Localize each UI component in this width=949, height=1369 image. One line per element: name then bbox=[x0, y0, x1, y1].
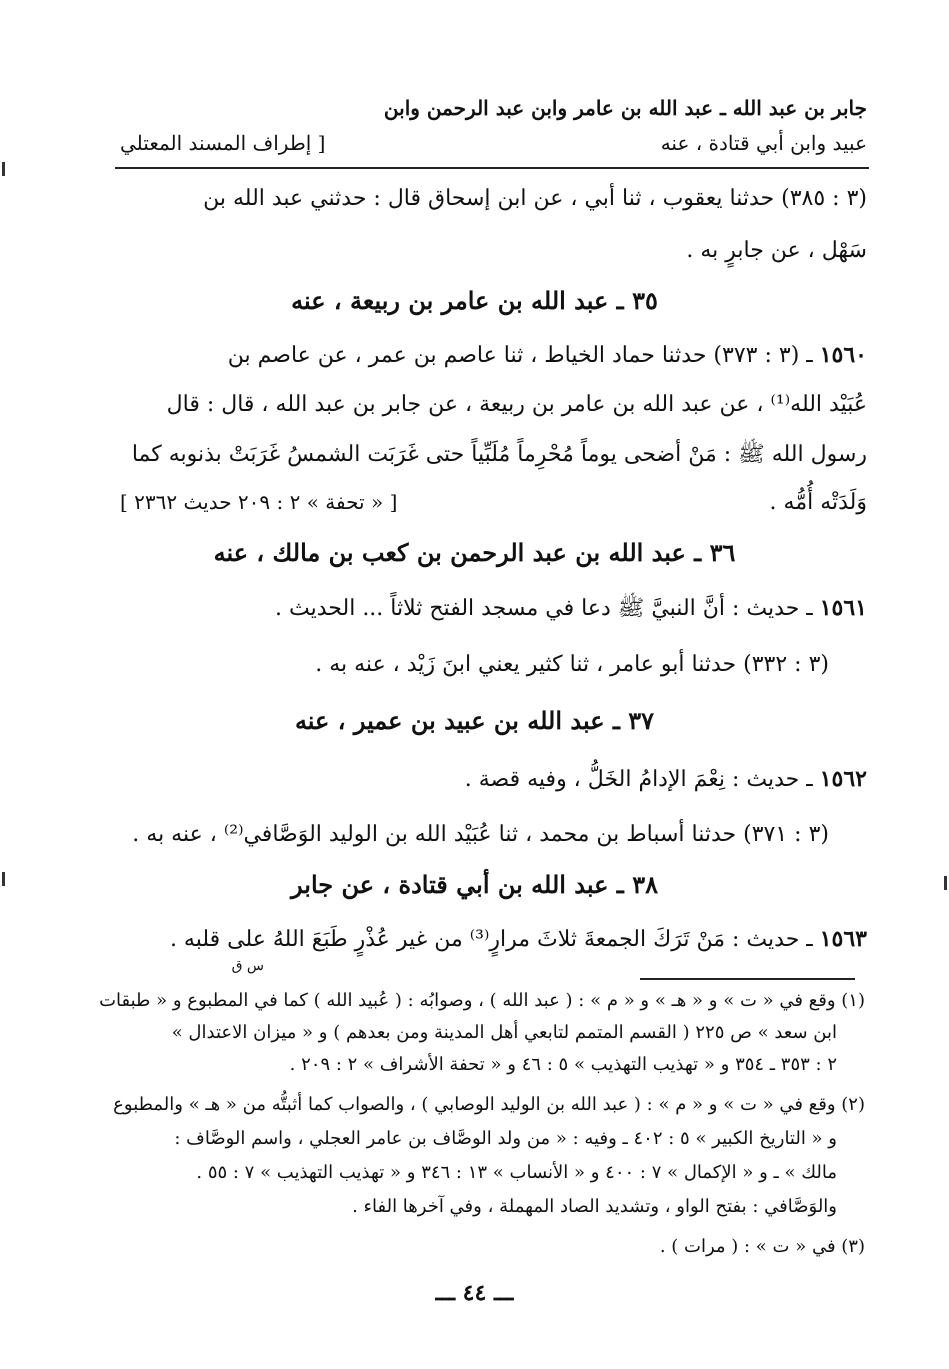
scan-edge-mark bbox=[2, 162, 5, 176]
footnote-separator bbox=[640, 978, 855, 980]
footnote-1-cont: ٢ : ٣٥٣ ـ ٣٥٤ و « تهذيب التهذيب » ٥ : ٤٦ و « تحفة الأشراف » ٢ : ٢٠٩ . bbox=[289, 1054, 837, 1075]
hadith-1560-line bbox=[228, 342, 867, 368]
text-line: (٣ : ٣٧١) حدثنا أسباط بن محمد ، ثنا عُبَيْد الله بن الوليد الوَصَّافي⁽²⁾ ، عنه به . bbox=[132, 822, 829, 847]
footnote-2: (٢) وقع في « ت » و « م » : ( عبد الله بن الوليد الوصابي ) ، والصواب كما أثبتُّه من « هـ » والمطبوع bbox=[113, 1094, 865, 1115]
section-heading-36: ٣٦ ـ عبد الله بن عبد الرحمن بن كعب بن مالك ، عنه bbox=[213, 538, 736, 567]
hadith-number: ١٥٦٣ bbox=[819, 926, 867, 952]
header-rule bbox=[115, 167, 869, 169]
scan-edge-mark bbox=[944, 876, 947, 890]
hadith-number: ١٥٦٢ bbox=[819, 766, 867, 792]
footnote-1: (١) وقع في « ت » و « هـ » و « م » : ( عبد الله ) ، وصوابُه : ( عُبيد الله ) كما في المطبوع و « طبقات bbox=[99, 990, 865, 1011]
hadith-1562-line bbox=[465, 766, 867, 792]
text-line: سَهْل ، عن جابرٍ به . bbox=[686, 238, 867, 263]
hadith-text: ـ حديث : أنَّ النبيَّ ﷺ دعا في مسجد الفتح ثلاثاً ... الحديث . bbox=[275, 596, 813, 621]
text-line: رسول الله ﷺ : مَنْ أضحى يوماً مُحْرِماً مُلَبِّياً حتى غَرَبَت الشمسُ غَرَبَتْ بذنوبه كما bbox=[131, 442, 867, 467]
section-heading-37: ٣٧ ـ عبد الله بن عبيد بن عمير ، عنه bbox=[294, 706, 655, 735]
text-line: (٣ : ٣٣٢) حدثنا أبو عامر ، ثنا كثير يعني ابنَ زَيْد ، عنه به . bbox=[315, 652, 829, 677]
tuhfa-reference: [ « تحفة » ٢ : ٢٠٩ حديث ٢٣٦٢ ] bbox=[120, 490, 398, 514]
hadith-text: ـ (٣ : ٣٧٣) حدثنا حماد الخياط ، ثنا عاصم بن عمر ، عن عاصم بن bbox=[227, 343, 813, 368]
footnote-2-cont: و « التاريخ الكبير » ٥ : ٤٠٢ ـ وفيه : « من ولد الوصَّاف بن عامر العجلي ، واسم الوصَّاف : bbox=[174, 1128, 837, 1149]
section-heading-35: ٣٥ ـ عبد الله بن عامر بن ربيعة ، عنه bbox=[291, 286, 658, 315]
hadith-1563-line bbox=[170, 926, 867, 952]
hadith-1561-line bbox=[275, 594, 867, 626]
running-header-continuation: عبيد وابن أبي قتادة ، عنه bbox=[660, 131, 867, 155]
text-line: وَلَدَتْه أُمُّه . bbox=[769, 490, 867, 515]
footnote-1-cont: ابن سعد » ص ٢٢٥ ( القسم المتمم لتابعي أهل المدينة ومن بعدهم ) و « ميزان الاعتدال » bbox=[171, 1022, 837, 1043]
hadith-text: ـ حديث : مَنْ تَرَكَ الجمعةَ ثلاثَ مرارٍ⁽³⁾ من غير عُذْرٍ طَبَعَ اللهُ على قلبه . bbox=[169, 927, 813, 952]
text-line: (٣ : ٣٨٥) حدثنا يعقوب ، ثنا أبي ، عن ابن إسحاق قال : حدثني عبد الله بن bbox=[203, 186, 867, 211]
sigla-mark: س ق bbox=[231, 958, 264, 974]
hadith-number: ١٥٦١ bbox=[819, 595, 867, 621]
footnote-2-cont: مالك » ـ و « الإكمال » ٧ : ٤٠٠ و « الأنساب » ١٣ : ٣٤٦ و « تهذيب التهذيب » ٧ : ٥٥ . bbox=[196, 1162, 837, 1183]
text-line: عُبَيْد الله⁽¹⁾ ، عن عبد الله بن عامر بن ربيعة ، عن جابر بن عبد الله ، قال : قال bbox=[166, 392, 867, 417]
scan-edge-mark bbox=[2, 872, 5, 886]
page-number: ـــ ٤٤ ـــ bbox=[435, 1280, 514, 1306]
footnote-3: (٣) في « ت » : ( مرات ) . bbox=[659, 1236, 865, 1257]
running-header-title: جابر بن عبد الله ـ عبد الله بن عامر وابن عبد الرحمن وابن bbox=[383, 96, 867, 120]
footnote-2-cont: والوَصَّافي : بفتح الواو ، وتشديد الصاد المهملة ، وفي آخرها الفاء . bbox=[352, 1196, 837, 1217]
section-heading-38: ٣٨ ـ عبد الله بن أبي قتادة ، عن جابر bbox=[291, 870, 658, 899]
hadith-text: ـ حديث : نِعْمَ الإدامُ الخَلُّ ، وفيه قصة . bbox=[464, 767, 813, 792]
running-header-book-tag: [ إطراف المسند المعتلي bbox=[120, 131, 326, 155]
hadith-number: ١٥٦٠ bbox=[819, 342, 867, 368]
